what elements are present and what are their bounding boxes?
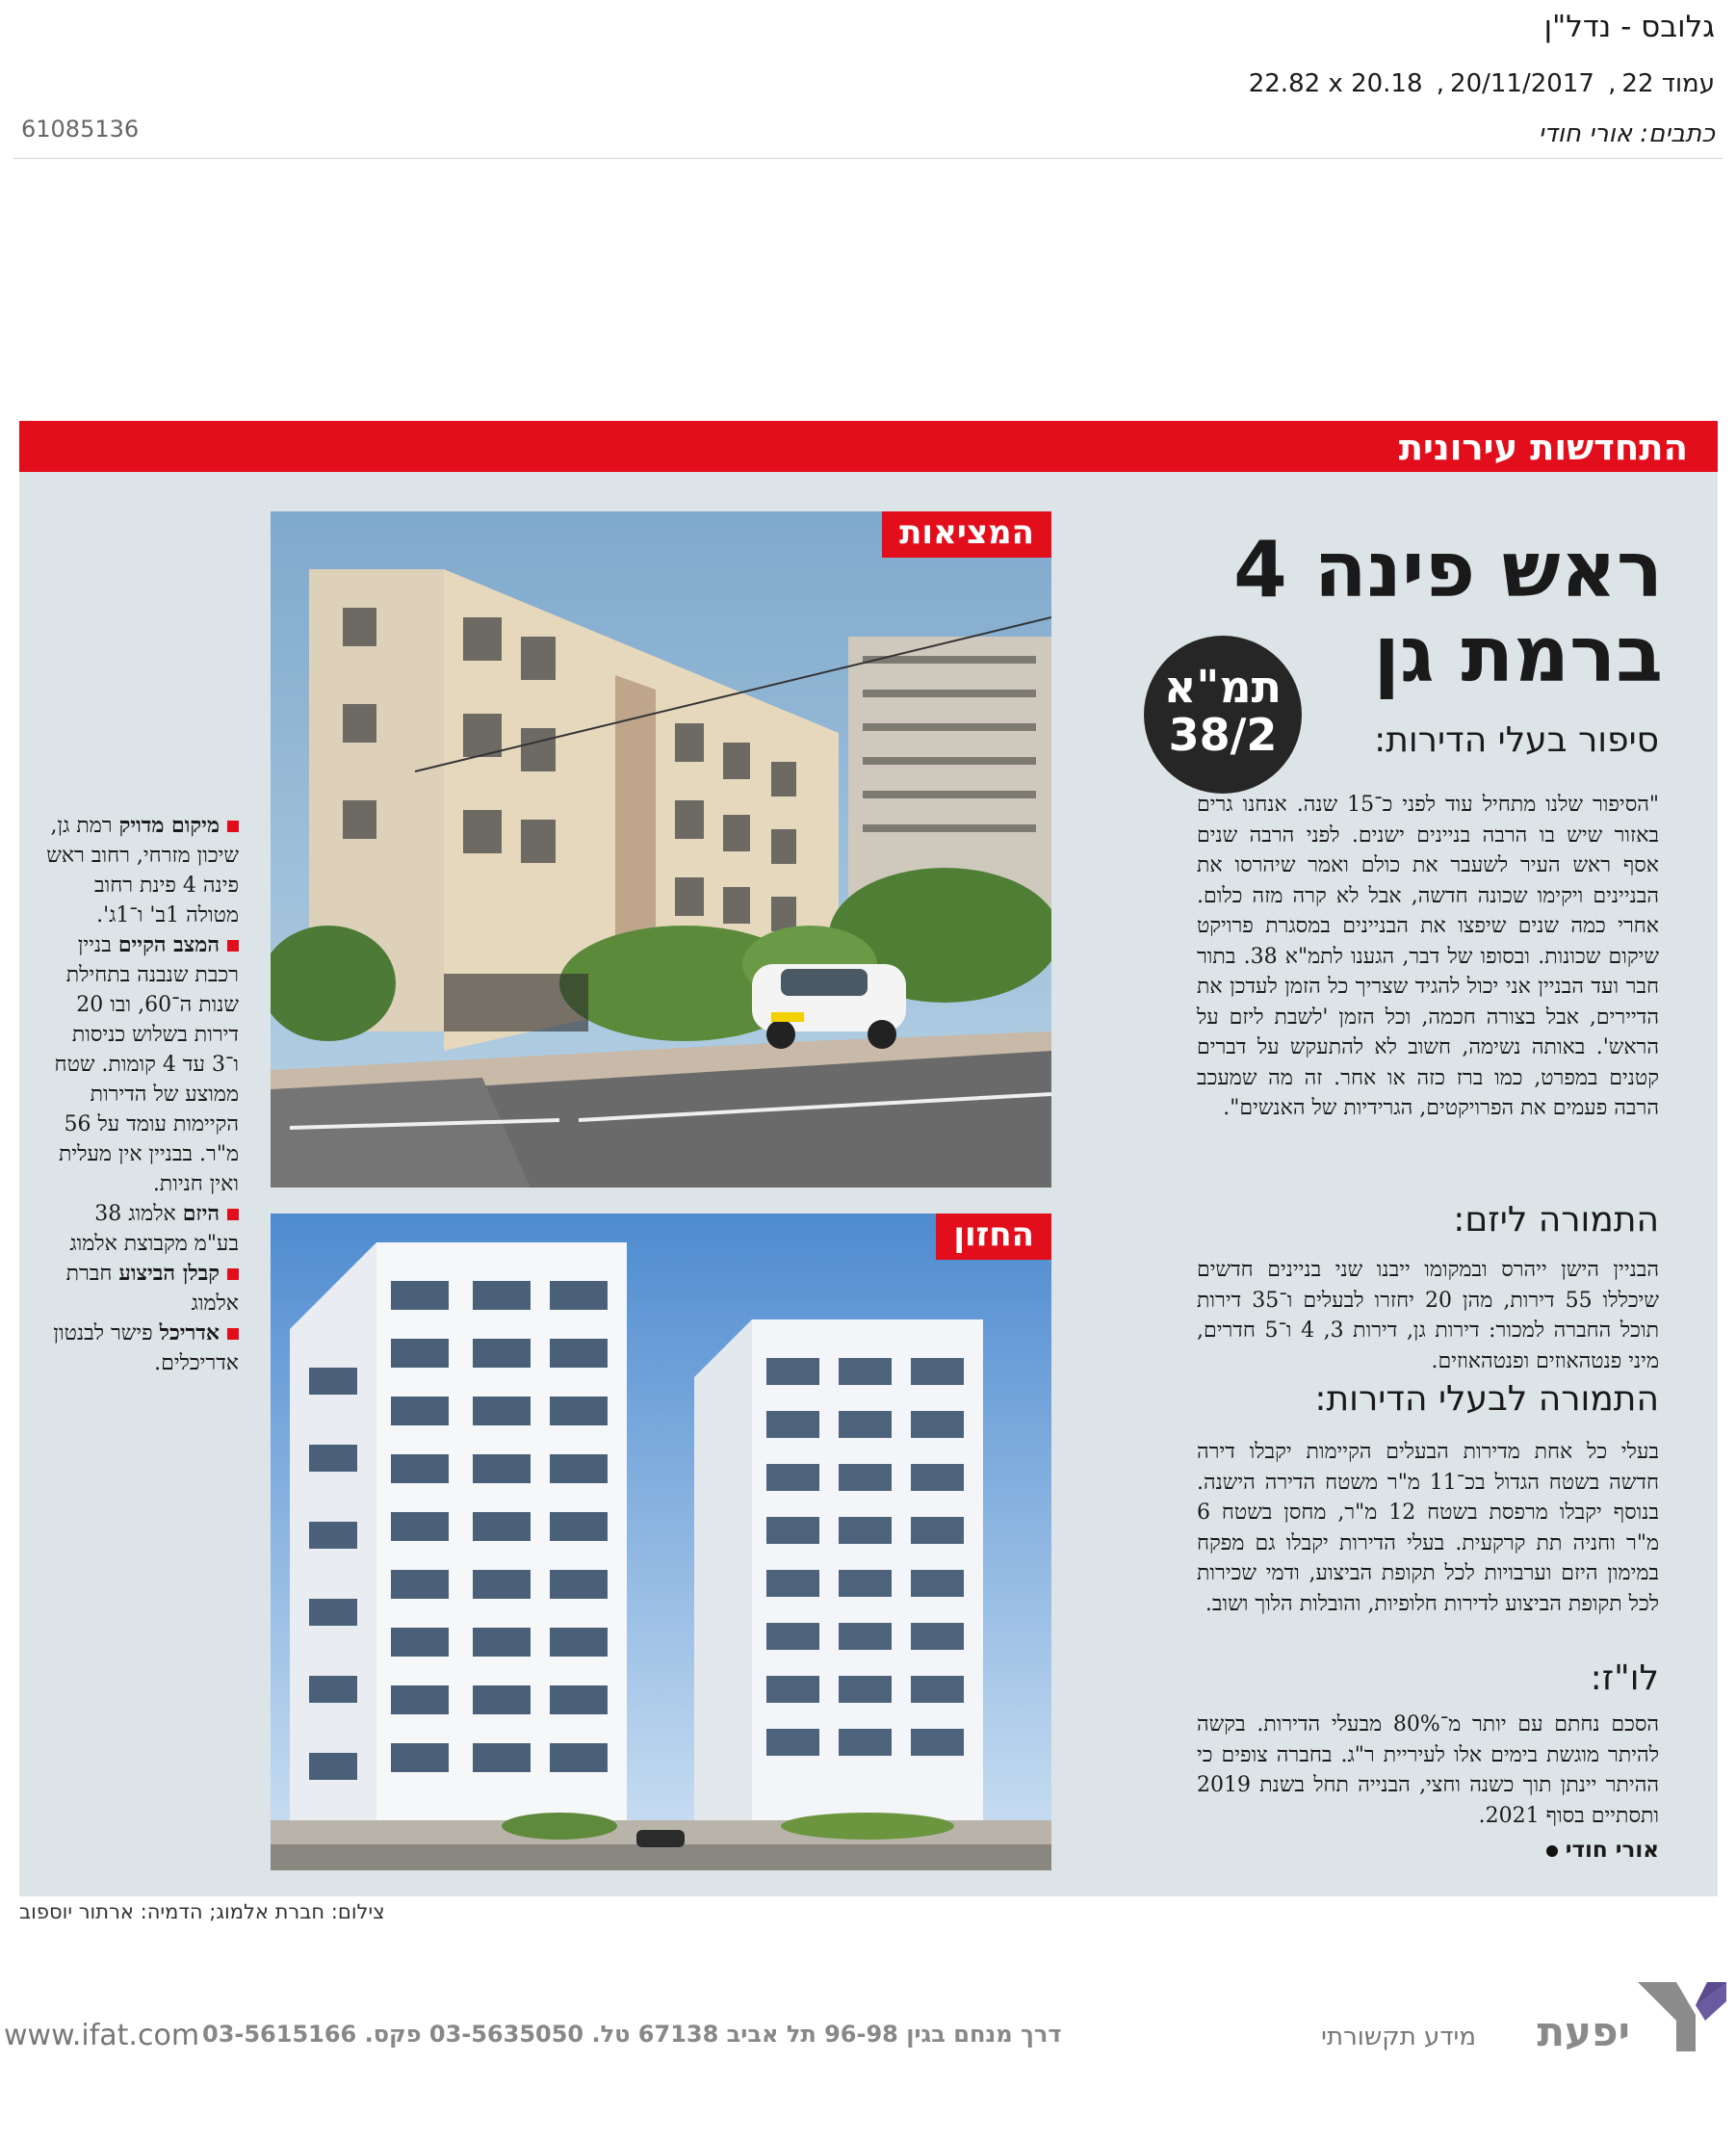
tama-badge xyxy=(1144,636,1302,794)
footer-address: דרך מנחם בגין 96-98 תל אביב 67138 טל. 03-5635050 פקס. 03-5615166 xyxy=(202,2021,1062,2048)
red-square-icon xyxy=(227,1328,239,1340)
footer-tagline: מידע תקשורתי xyxy=(1321,2023,1476,2051)
photo-rendering xyxy=(271,1214,1051,1870)
facts-sidebar xyxy=(46,811,239,1378)
fact-location xyxy=(46,811,239,930)
section-title-developer-consideration: התמורה ליזם: xyxy=(1453,1200,1659,1240)
ifat-logo-icon xyxy=(1638,1982,1726,2051)
fact-key: קבלן הביצוע xyxy=(118,1261,220,1286)
fact-value: רמת גן, שיכון מזרחי, רחוב ראש פינה 4 פינת רחוב מטולה 1ב' ו־1ג'. xyxy=(46,814,239,927)
fact-contractor xyxy=(46,1259,239,1319)
section-title-owners-consideration: התמורה לבעלי הדירות: xyxy=(1314,1379,1659,1419)
photo-label-reality: המציאות xyxy=(882,511,1051,558)
tama-badge-line-2: 38/2 xyxy=(1168,709,1278,761)
tama-badge-line-1: תמ"א xyxy=(1163,661,1283,713)
fact-key: מיקום מדויק xyxy=(118,813,220,838)
headline-line-1: ראש פינה 4 xyxy=(1233,525,1663,614)
clip-id: 61085136 xyxy=(21,116,140,143)
clip-date: 20/11/2017 xyxy=(1450,69,1594,98)
fact-current-state xyxy=(46,930,239,1199)
section-text-owners-story: "הסיפור שלנו מתחיל עוד לפני כ־15 שנה. אנחנו גרים באזור שיש בו הרבה בניינים ישנים. לפני הרבה שנים אסף ראש העיר לשעבר את כולם ואמר שיהרסו את הבניינים ויקימו שכונה חדשה, אבל לא קרה מזה כלום. אחרי כמה שנים שיפצו את הבניינים במסגרת פרויקט שיקום שכונות. ובסופו של דבר, הגענו לתמ"א 38. בתור חבר ועד הבניין אני יכול להגיד שצריך כל הזמן לעדכן את הדיירים, אבל בצורה חכמה, וכל הזמן 'לשבת ליזם על הראש'. באותה נשימה, חשוב לא להתעקש על דברים קטנים במפרט, כמו ברז כזה או אחר. זה מה שמעכב הרבה פעמים את הפרויקטים, הגרידיות של האנשים". xyxy=(1197,793,1659,1120)
header-divider xyxy=(13,158,1723,159)
source-title: גלובס - נדל"ן xyxy=(1543,10,1715,44)
section-text-owners-consideration: בעלי כל אחת מדירות הבעלים הקיימות יקבלו דירה חדשה בשטח הגדול בכ־11 מ"ר משטח הדירה הישנה. בנוסף יקבלו מרפסת בשטח 12 מ"ר, מחסן בשטח 6 מ"ר וחניה תת קרקעית. בעלי הדירות יקבלו גם מפקח במימון היזם וערבויות לכל תקופת הביצוע, ודמי שכירות לכל תקופת הביצוע לדירות חלופיות, והובלות הלוך ושוב. xyxy=(1197,1440,1659,1616)
fact-architect xyxy=(46,1319,239,1378)
section-text-schedule: הסכם נחתם עם יותר מ־80% מבעלי הדירות. בקשה להיתר מוגשת בימים אלו לעיריית ר"ג. בחברה צופים כי ההיתר יינתן תוך כשנה וחצי, הבנייה תחל בשנת 2019 ותסתיים בסוף 2021. xyxy=(1197,1712,1659,1828)
red-square-icon xyxy=(227,1209,239,1220)
byline-name: אורי חודי xyxy=(1565,1838,1659,1863)
photo-credit: צילום: חברת אלמוג; הדמיה: ארתור יוספוב xyxy=(19,1900,385,1923)
red-square-icon xyxy=(227,1268,239,1280)
fact-key: אדריכל xyxy=(159,1320,220,1345)
clip-meta: עמוד 22, 20/11/2017, 22.82 x 20.18 xyxy=(1248,69,1715,98)
fact-value: פישר לבנטון אדריכלים. xyxy=(53,1321,239,1375)
section-banner-label: התחדשות עירונית xyxy=(1398,427,1688,468)
page-number: עמוד 22 xyxy=(1621,69,1715,98)
fact-key: המצב הקיים xyxy=(117,932,220,957)
clip-writer: כתבים: אורי חודי xyxy=(1538,119,1715,148)
fact-developer xyxy=(46,1199,239,1259)
fact-value: אלמוג 38 בע"מ מקבוצת אלמוג xyxy=(69,1202,239,1256)
footer-url[interactable]: www.ifat.com xyxy=(4,2019,200,2052)
clip-size: 22.82 x 20.18 xyxy=(1248,69,1423,98)
fact-value: בניין רכבת שנבנה בתחילת שנות ה־60, ובו 20 דירות בשלוש כניסות ו־3 עד 4 קומות. שטח ממוצע של הדירות הקיימות עומד על 56 מ"ר. בבניין אין מעלית ואין חניות. xyxy=(54,933,239,1196)
bullet-icon xyxy=(1546,1845,1558,1857)
fact-value: חברת אלמוג xyxy=(65,1262,239,1316)
article-byline xyxy=(1546,1838,1659,1863)
photo-label-vision: החזון xyxy=(936,1214,1051,1260)
photo-existing-building xyxy=(271,511,1051,1188)
section-text-developer-consideration: הבניין הישן ייהרס ובמקומו ייבנו שני בניינים חדשים שיכללו 55 דירות, מהן 20 יחזרו לבעלים ו־35 דירות תוכל החברה למכור: דירות גן, דירות 3, 4 ו־5 חדרים, מיני פנטהאוזים ופנטהאוזים. xyxy=(1197,1258,1659,1373)
red-square-icon xyxy=(227,821,239,832)
footer-brand: יפעת xyxy=(1537,2008,1630,2055)
headline-line-2: ברמת גן xyxy=(1373,610,1663,699)
section-title-owners-story: סיפור בעלי הדירות: xyxy=(1374,720,1659,760)
section-title-schedule: לו"ז: xyxy=(1590,1658,1659,1698)
red-square-icon xyxy=(227,940,239,952)
fact-key: היזם xyxy=(182,1201,220,1226)
